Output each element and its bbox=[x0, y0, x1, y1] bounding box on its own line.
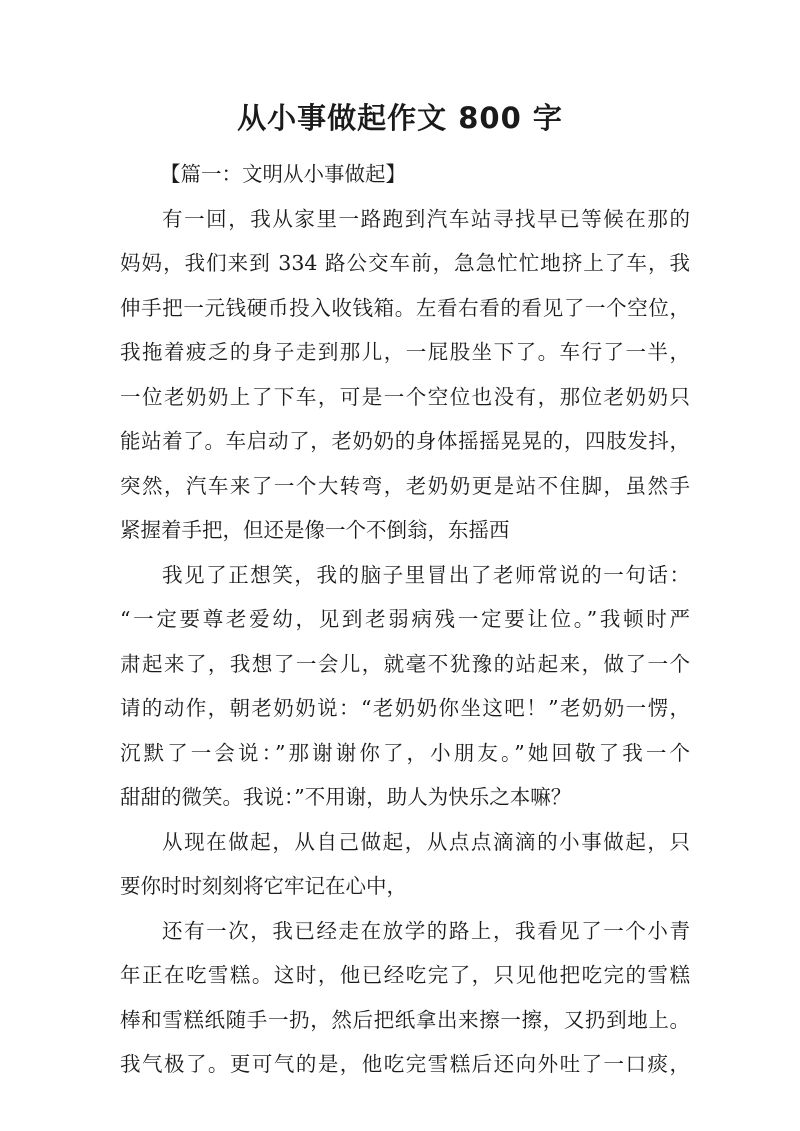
paragraph-1 bbox=[120, 197, 690, 553]
paragraph-3 bbox=[120, 820, 690, 909]
paragraph-line: 我拖着疲乏的身子走到那儿，一屁股坐下了。车行了一半， bbox=[120, 340, 690, 364]
paragraph-line: 沉默了一会说：”那谢谢你了，小朋友。”她回敬了我一个 bbox=[120, 740, 690, 765]
paragraph-2 bbox=[120, 553, 690, 820]
paragraph-line: 还有一次，我已经走在放学的路上，我看见了一个小青 bbox=[162, 918, 690, 943]
paragraph-line: 棒和雪糕纸随手一扔，然后把纸拿出来擦一擦，又扔到地上。 bbox=[120, 1007, 690, 1032]
document-title: 从小事做起作文 800 字 bbox=[237, 101, 563, 135]
paragraph-line: “一定要尊老爱幼，见到老弱病残一定要让位。”我顿时严 bbox=[120, 607, 690, 631]
paragraph-line: 肃起来了，我想了一会儿，就毫不犹豫的站起来，做了一个 bbox=[120, 651, 690, 676]
paragraph-line: 能站着了。车启动了，老奶奶的身体摇摇晃晃的，四肢发抖， bbox=[120, 429, 690, 453]
paragraph-line: 请的动作，朝老奶奶说：“老奶奶你坐这吧！”老奶奶一愣， bbox=[120, 696, 690, 720]
paragraph-line: 妈妈，我们来到 334 路公交车前，急急忙忙地挤上了车，我 bbox=[120, 251, 690, 275]
paragraph-line: 有一回，我从家里一路跑到汽车站寻找早已等候在那的 bbox=[162, 206, 690, 231]
paragraph-line: 年正在吃雪糕。这时，他已经吃完了，只见他把吃完的雪糕 bbox=[120, 963, 690, 987]
paragraph-4 bbox=[120, 909, 690, 1087]
paragraph-line: 从现在做起，从自己做起，从点点滴滴的小事做起，只 bbox=[162, 829, 690, 854]
paragraph-line: 我见了正想笑，我的脑子里冒出了老师常说的一句话： bbox=[162, 562, 690, 587]
paragraph-line: 伸手把一元钱硬币投入收钱箱。左看右看的看见了一个空位， bbox=[120, 295, 690, 320]
section-heading: 【篇一：文明从小事做起】 bbox=[160, 162, 406, 186]
paragraph-line: 紧握着手把，但还是像一个不倒翁，东摇西 bbox=[120, 518, 510, 542]
paragraph-line: 甜甜的微笑。我说：”不用谢，助人为快乐之本嘛？ bbox=[120, 785, 572, 809]
document-body bbox=[120, 152, 690, 1087]
paragraph-line: 一位老奶奶上了下车，可是一个空位也没有，那位老奶奶只 bbox=[120, 384, 690, 409]
paragraph-line: 突然，汽车来了一个大转弯，老奶奶更是站不住脚，虽然手 bbox=[120, 473, 690, 498]
paragraph-line: 我气极了。更可气的是，他吃完雪糕后还向外吐了一口痰， bbox=[120, 1052, 690, 1076]
paragraph-line: 要你时时刻刻将它牢记在心中， bbox=[120, 874, 407, 898]
